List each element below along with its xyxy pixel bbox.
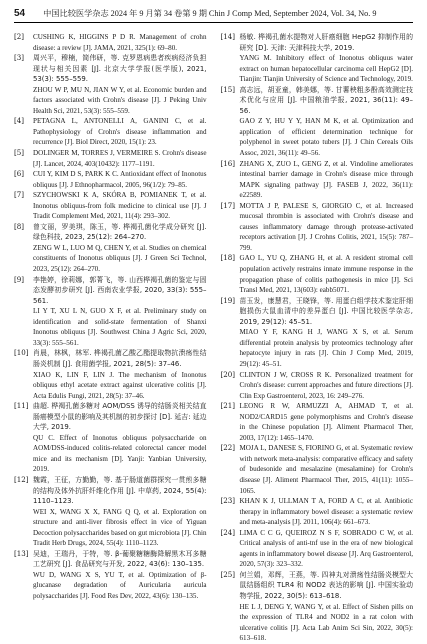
- reference-text: KHAN K J, ULLMAN T A, FORD A C, et al. Antibiotic therapy in inflammatory bowel disease: a systematic review and meta-analysis [J]. 2011, 106(4): 661–673.: [239, 497, 413, 527]
- reference-text: DOLINGER M, TORRES J, VERMEIRE S. Crohn's disease [J]. Lancet, 2024, 403(10432): 1177–1191.: [33, 149, 207, 168]
- reference-entry: [14, 243, 207, 275]
- reference-text: SZYCHOWSKI K A, SKÓRA B, POMIANEK T, et al. Inonotus obliquus-from folk medicine to clinical use [J]. J Tradit Complement Med, 2021, 11(4): 293–302.: [33, 191, 207, 221]
- reference-entry: [221, 32, 414, 53]
- reference-entry: [221, 528, 414, 570]
- reference-text: MIAO Y F, KANG H J, WANG X S, et al. Serum differential protein analysis by proteomics technology after hepatocyte injury in rats [J]. Chin J Comp Med, 2019, 29(12): 45–51.: [239, 328, 413, 368]
- reference-entry: [14, 549, 207, 570]
- journal-running-header: 中国比较医学杂志 2024 年 9 月第 34 卷第 9 期 Chin J Comp Med, September 2024, Vol. 34, No. 9: [43, 8, 377, 18]
- reference-entry: [221, 496, 414, 528]
- reference-entry: [14, 116, 207, 148]
- reference-number: [17]: [220, 200, 236, 210]
- reference-number: [221, 602, 240, 644]
- reference-entry: [14, 401, 207, 433]
- reference-number: [3]: [14, 53, 25, 63]
- reference-number: [18]: [220, 253, 236, 263]
- reference-text: WU D, WANG X S, YU T, et al. Optimization of β-glucanase degradation of Auricularia auricula polysaccharides [J]. Food Res Dev, 2022, 43(6): 130–135.: [33, 570, 207, 600]
- reference-entry: [14, 370, 207, 402]
- reference-entry: [221, 85, 414, 117]
- reference-number: [8]: [14, 221, 25, 231]
- reference-entry: [221, 116, 414, 158]
- reference-entry: [14, 348, 207, 369]
- reference-text: 苗玉发，康慧君，王晓锋，等. 用蛋白组学技术鉴定肝细胞损伤大鼠血清中的差异蛋白 [J]. 中国比较医学杂志, 2019, 29(12): 45–51.: [239, 296, 413, 326]
- reference-text: LIMA C C G, QUEIROZ N S F, SOBRADO C W, et al. Critical analysis of anti-tnf use in the era of new biological agents in inflammatory bowel disease [J]. Arq Gastroenterol, 2020, 57(3): 323–332.: [239, 528, 413, 569]
- page-header: [14, 6, 413, 20]
- reference-number: [221, 53, 240, 85]
- reference-number: [221, 327, 240, 369]
- reference-number: [7]: [14, 190, 25, 200]
- reference-entry: [14, 475, 207, 507]
- reference-text: CUSHING K, HIGGINS P D R. Management of crohn disease: a review [J]. JAMA, 2021, 325(1): 69–80.: [33, 33, 207, 52]
- reference-number: [20]: [220, 369, 236, 379]
- reference-entry: [221, 159, 414, 201]
- reference-text: YANG M. Inhibitory effect of Inonotus obliquus water extract on human hepatocellular carcinoma cell HepG2 [D]. Tianjin: Tianjin University of Science and Technology, 2019.: [239, 54, 413, 84]
- reference-text: 曲超. 桦褐孔菌多糖对 AOM/DSS 诱导的结肠炎相关结直肠癌模型小鼠的影响及其机制的初步探讨 [D]. 延吉: 延边大学, 2019.: [33, 402, 207, 432]
- reference-text: GAO Z Y, HU Y Y, HAN M K, et al. Optimization and application of efficient determination technique for polyphenol in sweet potato tubers [J]. J Chin Cereals Oils Assoc, 2021, 36(11): 49–56.: [239, 117, 413, 158]
- reference-entry: [14, 433, 207, 475]
- reference-number: [4]: [14, 116, 25, 126]
- reference-entry: [221, 570, 414, 602]
- reference-text: MOJA L, DANESE S, FIORINO G, et al. Systematic review with network meta-analysis: comparative efficacy and safety of budesonide and mesalazine (mesalamine) for Crohn's disease [J]. Aliment Pharmacol Ther, 2015, 41(11): 1055–1065.: [239, 444, 413, 495]
- reference-number: [14, 507, 33, 549]
- reference-text: HE L J, DENG Y, WANG Y, et al. Effect of Sishen pills on the expression of TLR4 and NOD2 in a rat colon with ulcerative colitis [J]. Acta Lab Anim Sci Sin, 2022, 30(5): 613–618.: [239, 602, 413, 643]
- reference-entry: [221, 53, 414, 85]
- reference-number: [12]: [14, 474, 29, 484]
- reference-entry: [14, 53, 207, 85]
- reference-number: [9]: [14, 274, 25, 284]
- reference-text: ZENG W L, LUO M Q, CHEN Y, et al. Studies on chemical constituents of Inonotus obliquus [J]. J Green Sci Technol, 2023, 25(12): 264–270.: [33, 243, 207, 274]
- reference-number: [21]: [220, 401, 236, 411]
- reference-text: 李艳婷，徐莉娜，郭菁飞，等. 山西桦褐孔菌的鉴定与固态发酵初步研究 [J]. 西南农业学报, 2020, 33(3): 555–561.: [33, 275, 207, 305]
- reference-number: [14, 243, 33, 275]
- reference-number: [11]: [14, 401, 29, 411]
- reference-entry: [14, 32, 207, 53]
- reference-number: [16]: [220, 158, 236, 168]
- references-body: [14, 32, 413, 643]
- reference-text: 曾文丽，罗美琪，陈玉，等. 桦褐孔菌化学成分研究 [J]. 绿色科技, 2023, 25(12): 264–270.: [33, 222, 207, 242]
- reference-entry: [221, 296, 414, 328]
- reference-text: 高志远，胡亚童，韩美娜，等. 甘薯秧粗多酚高效测定技术优化与应用 [J]. 中国粮油学报, 2021, 36(11): 49–56.: [239, 85, 413, 115]
- reference-text: GAO L, YU Q, ZHANG H, et al. A resident stromal cell population actively restrains innate immune response in the propagation phase of colitis pathogenesis in mice [J]. Sci Transl Med, 2021, 13(603): eabb5071.: [239, 254, 413, 295]
- reference-text: QU C. Effect of Inonotus obliquus polysaccharide on AOM/DSS-induced colitis-related colorectal cancer model mice and its mechanism [D]. Yanji: Yanbian University, 2019.: [33, 433, 207, 474]
- reference-text: ZHOU W P, MU N, JIAN W Y, et al. Economic burden and factors associated with Crohn's disease [J]. J Peking Univ Health Sci, 2021, 53(3): 555–559.: [33, 85, 207, 115]
- reference-text: PETAGNA L, ANTONELLI A, GANINI C, et al. Pathophysiology of Crohn's disease inflammation and recurrence [J]. Biol Direct, 2020, 15(1): 23.: [33, 117, 207, 147]
- reference-text: 杨敏. 桦褐孔菌水提物对人肝癌细胞 HepG2 抑制作用的研究 [D]. 天津: 天津科技大学, 2019.: [239, 33, 413, 52]
- reference-entry: [14, 148, 207, 169]
- reference-text: LI Y T, XU L N, GUO X F, et al. Preliminary study on identification and solid-state fermentation of Shanxi Inonotus obliquus [J]. Southwest China J Agric Sci, 2020, 33(3): 555–561.: [33, 307, 207, 347]
- reference-entry: [14, 222, 207, 243]
- reference-text: 魏霞，王征，方勤勤，等. 基于肠道菌群探究一贯煎多糖的结构及体外抗肝纤维化作用 [J]. 中草药, 2024, 55(4): 1110–1123.: [33, 475, 207, 506]
- header-divider: [14, 22, 413, 23]
- reference-number: [14, 433, 33, 475]
- page-number: 54: [14, 7, 26, 19]
- reference-number: [14]: [220, 32, 236, 41]
- reference-entry: [221, 443, 414, 496]
- reference-number: [2]: [14, 32, 25, 41]
- reference-text: 何兰娟，邓辉，王燕，等. 四神丸对溃疡性结肠炎模型大鼠结肠组织 TLR4 和 NOD2 表达的影响 [J]. 中国实验动物学报, 2022, 30(5): 613–618.: [239, 570, 413, 600]
- reference-number: [24]: [220, 527, 236, 537]
- reference-number: [15]: [220, 84, 236, 94]
- reference-text: CUI Y, KIM D S, PARK K C. Antioxidant effect of Inonotus obliquus [J]. J Ethnopharmacol, 2005, 96(1/2): 79–85.: [33, 170, 207, 189]
- reference-text: 周兴平，穆楠，简伟研，等. 克罗恩病患者疾病经济负担现状与相关因素 [J]. 北京大学学报(医学版), 2021, 53(3): 555–559.: [33, 54, 207, 84]
- reference-number: [14, 370, 33, 402]
- reference-entry: [14, 306, 207, 348]
- reference-entry: [14, 190, 207, 222]
- reference-number: [5]: [14, 148, 25, 158]
- reference-number: [13]: [14, 548, 29, 558]
- reference-entry: [14, 507, 207, 549]
- reference-text: CLINTON J W, CROSS R K. Personalized treatment for Crohn's disease: current approaches and future directions [J]. Clin Exp Gastroenterol, 2023, 16: 249–276.: [239, 370, 413, 400]
- reference-text: 肖晨，林枫，林军. 桦褐孔菌乙酸乙酯提取物抗溃疡性结肠炎机制 [J]. 食用菌学报, 2021, 28(5): 37–46.: [33, 349, 207, 368]
- reference-text: WEI X, WANG X X, FANG Q Q, et al. Exploration on structure and anti-liver fibrosis effect in vice of Yiguan Decoction polysaccharides based on gut microbiota [J]. Chin Tradit Herb Drugs, 2024, 55(4): 1110–1123.: [33, 507, 207, 548]
- reference-text: LEONG R W, ARMUZZI A, AHMAD T, et al. NOD2/CARD15 gene polymorphisms and Crohn's disease in the Chinese population [J]. Aliment Pharmacol Ther, 2003, 17(12): 1465–1470.: [239, 402, 413, 442]
- reference-entry: [14, 85, 207, 117]
- references-right-column: [220, 32, 414, 643]
- reference-text: XIAO K, LIN F, LIN J. The mechanism of Inonotus obliquus ethyl acetate extract against ulcerative colitis [J]. Acta Edulis Fungi, 2021, 28(5): 37–46.: [33, 370, 207, 400]
- reference-number: [19]: [220, 295, 236, 305]
- reference-number: [14, 306, 33, 348]
- references-left-column: [14, 32, 207, 617]
- reference-entry: [221, 602, 414, 644]
- reference-text: ZHANG X, ZUO L, GENG Z, et al. Vindoline ameliorates intestinal barrier damage in Crohn's disease mice through MAPK signaling pathway [J]. FASEB J, 2022, 36(11): e22589.: [239, 159, 413, 200]
- reference-number: [10]: [14, 348, 29, 358]
- reference-entry: [221, 370, 414, 402]
- reference-entry: [221, 327, 414, 369]
- reference-entry: [221, 253, 414, 295]
- reference-number: [23]: [220, 496, 236, 506]
- reference-number: [6]: [14, 169, 25, 179]
- reference-number: [14, 85, 33, 117]
- reference-text: 吴迪，王瑞丹，于特，等. β-葡聚糖糖酶降解黑木耳多糖工艺研究 [J]. 食品研究与开发, 2022, 43(6): 130–135.: [33, 549, 207, 569]
- reference-number: [22]: [220, 443, 236, 453]
- reference-entry: [14, 275, 207, 307]
- reference-entry: [14, 169, 207, 190]
- reference-number: [14, 570, 33, 602]
- reference-entry: [221, 201, 414, 254]
- reference-number: [221, 116, 240, 158]
- reference-entry: [221, 401, 414, 443]
- reference-text: MOTTA J P, PALESE S, GIORGIO C, et al. Increased mucosal thrombin is associated with Crohn's disease and causes inflammatory damage through protease-activated receptors activation [J]. J Crohns Colitis, 2021, 15(5): 787–799.: [239, 201, 413, 252]
- reference-number: [25]: [220, 569, 236, 579]
- reference-entry: [14, 570, 207, 602]
